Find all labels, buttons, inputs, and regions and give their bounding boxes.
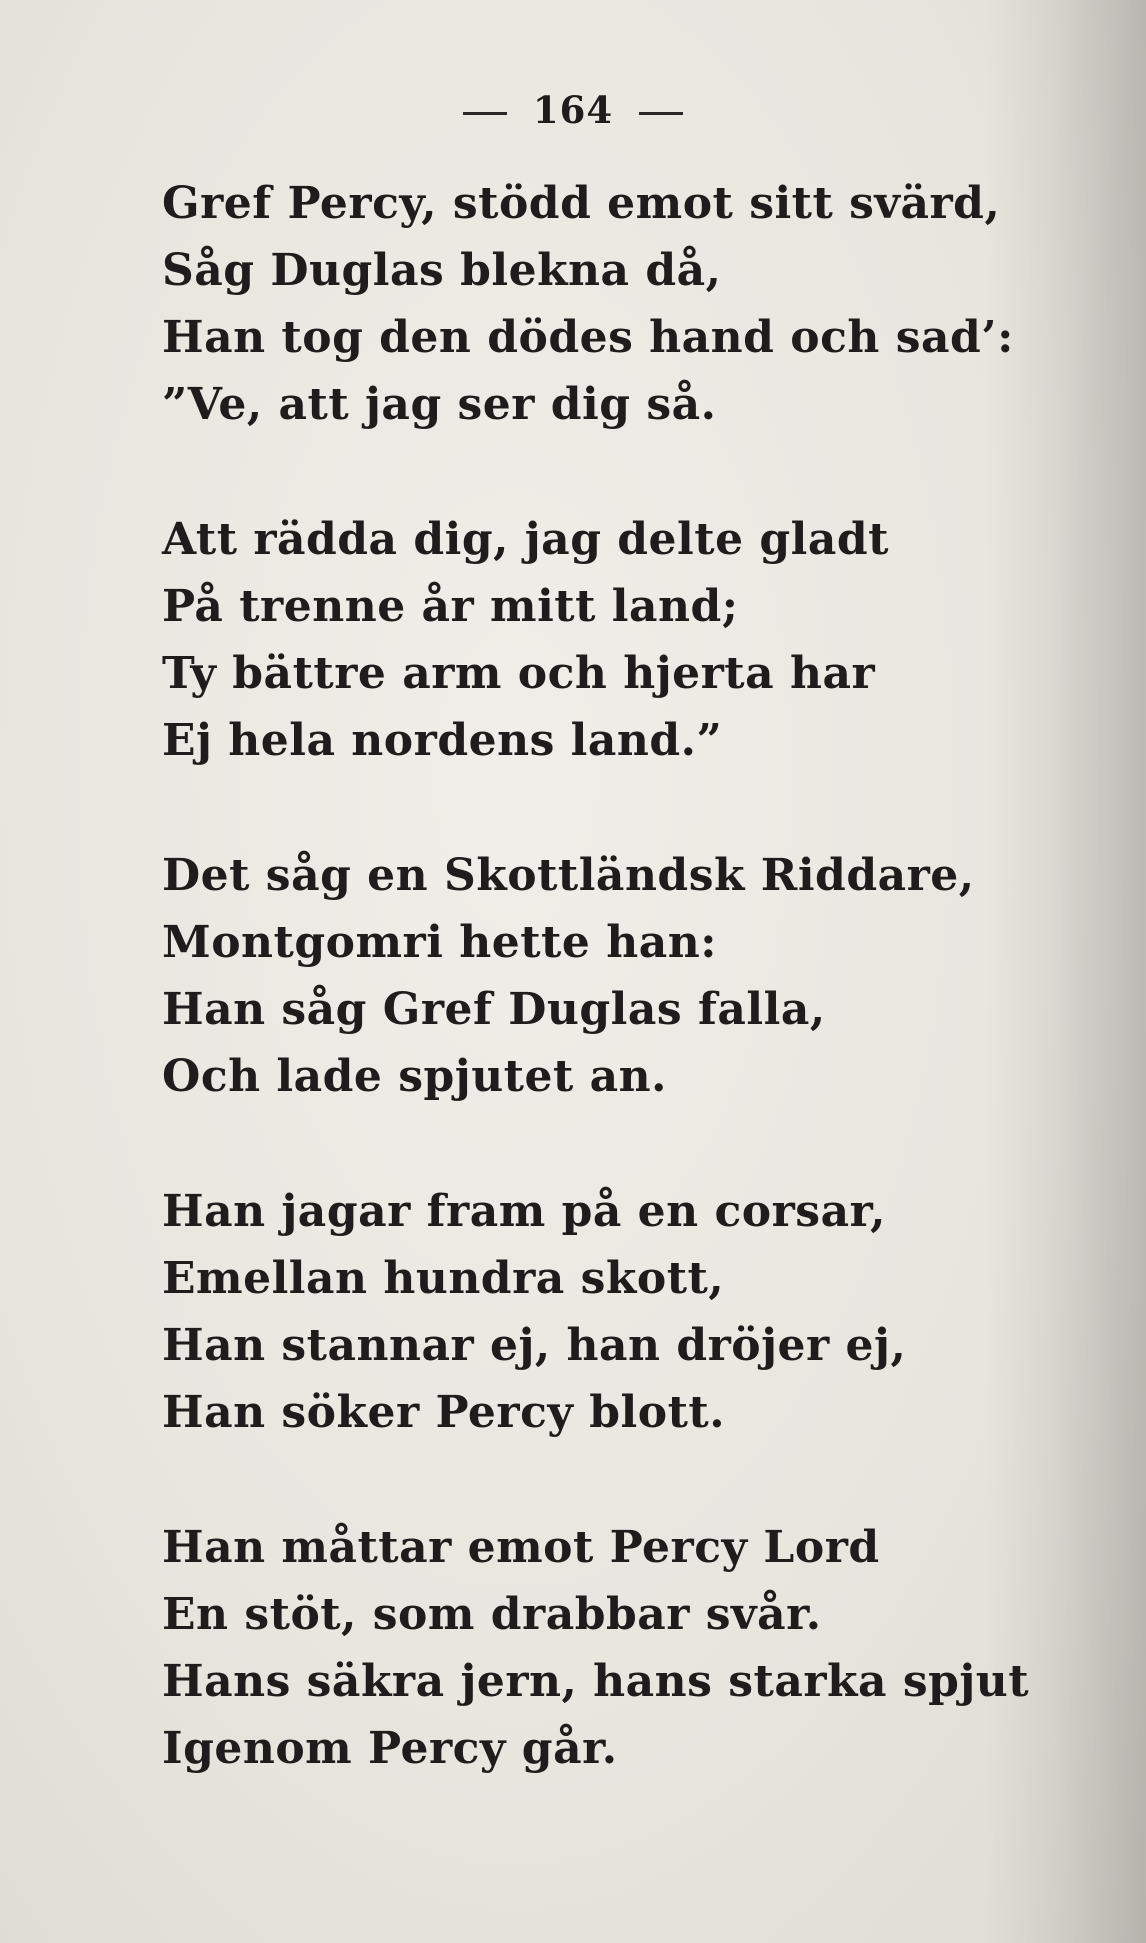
stanza-1 [162,170,1014,438]
stanza-3 [162,842,1002,1110]
poem-line: På trenne år mitt land; [162,581,739,632]
poem-line: Igenom Percy går. [162,1723,618,1774]
poem-line: Han såg Gref Duglas falla, [162,984,826,1035]
stanza-5 [162,1514,1030,1782]
poem-line: Montgomri hette han: [162,917,717,968]
page-header [0,88,1146,132]
poem-line: Han måttar emot Percy Lord [162,1522,880,1573]
poem-line: ”Ve, att jag ser dig så. [162,379,717,430]
poem-line: Emellan hundra skott, [162,1253,725,1304]
poem-line: Han söker Percy blott. [162,1387,726,1438]
poem-line: Såg Duglas blekna då, [162,245,722,296]
poem-line: Hans säkra jern, hans starka spjut [162,1656,1030,1707]
poem-line: Ej hela nordens land.” [162,715,723,766]
poem-line: Gref Percy, stödd emot sitt svärd, [162,178,1001,229]
poem [162,170,1030,1850]
poem-line: Han tog den dödes hand och sad’: [162,312,1014,363]
page-number: 164 [532,88,614,132]
poem-line: Han stannar ej, han dröjer ej, [162,1320,907,1371]
left-dash [463,112,507,115]
poem-line: Han jagar fram på en corsar, [162,1186,886,1237]
poem-line: Det såg en Skottländsk Riddare, [162,850,975,901]
poem-line: Ty bättre arm och hjerta har [162,648,876,699]
stanza-2 [162,506,1002,774]
stanza-4 [162,1178,1002,1446]
poem-line: Och lade spjutet an. [162,1051,667,1102]
poem-line: Att rädda dig, jag delte gladt [162,514,889,565]
poem-line: En stöt, som drabbar svår. [162,1589,822,1640]
right-dash [639,112,683,115]
